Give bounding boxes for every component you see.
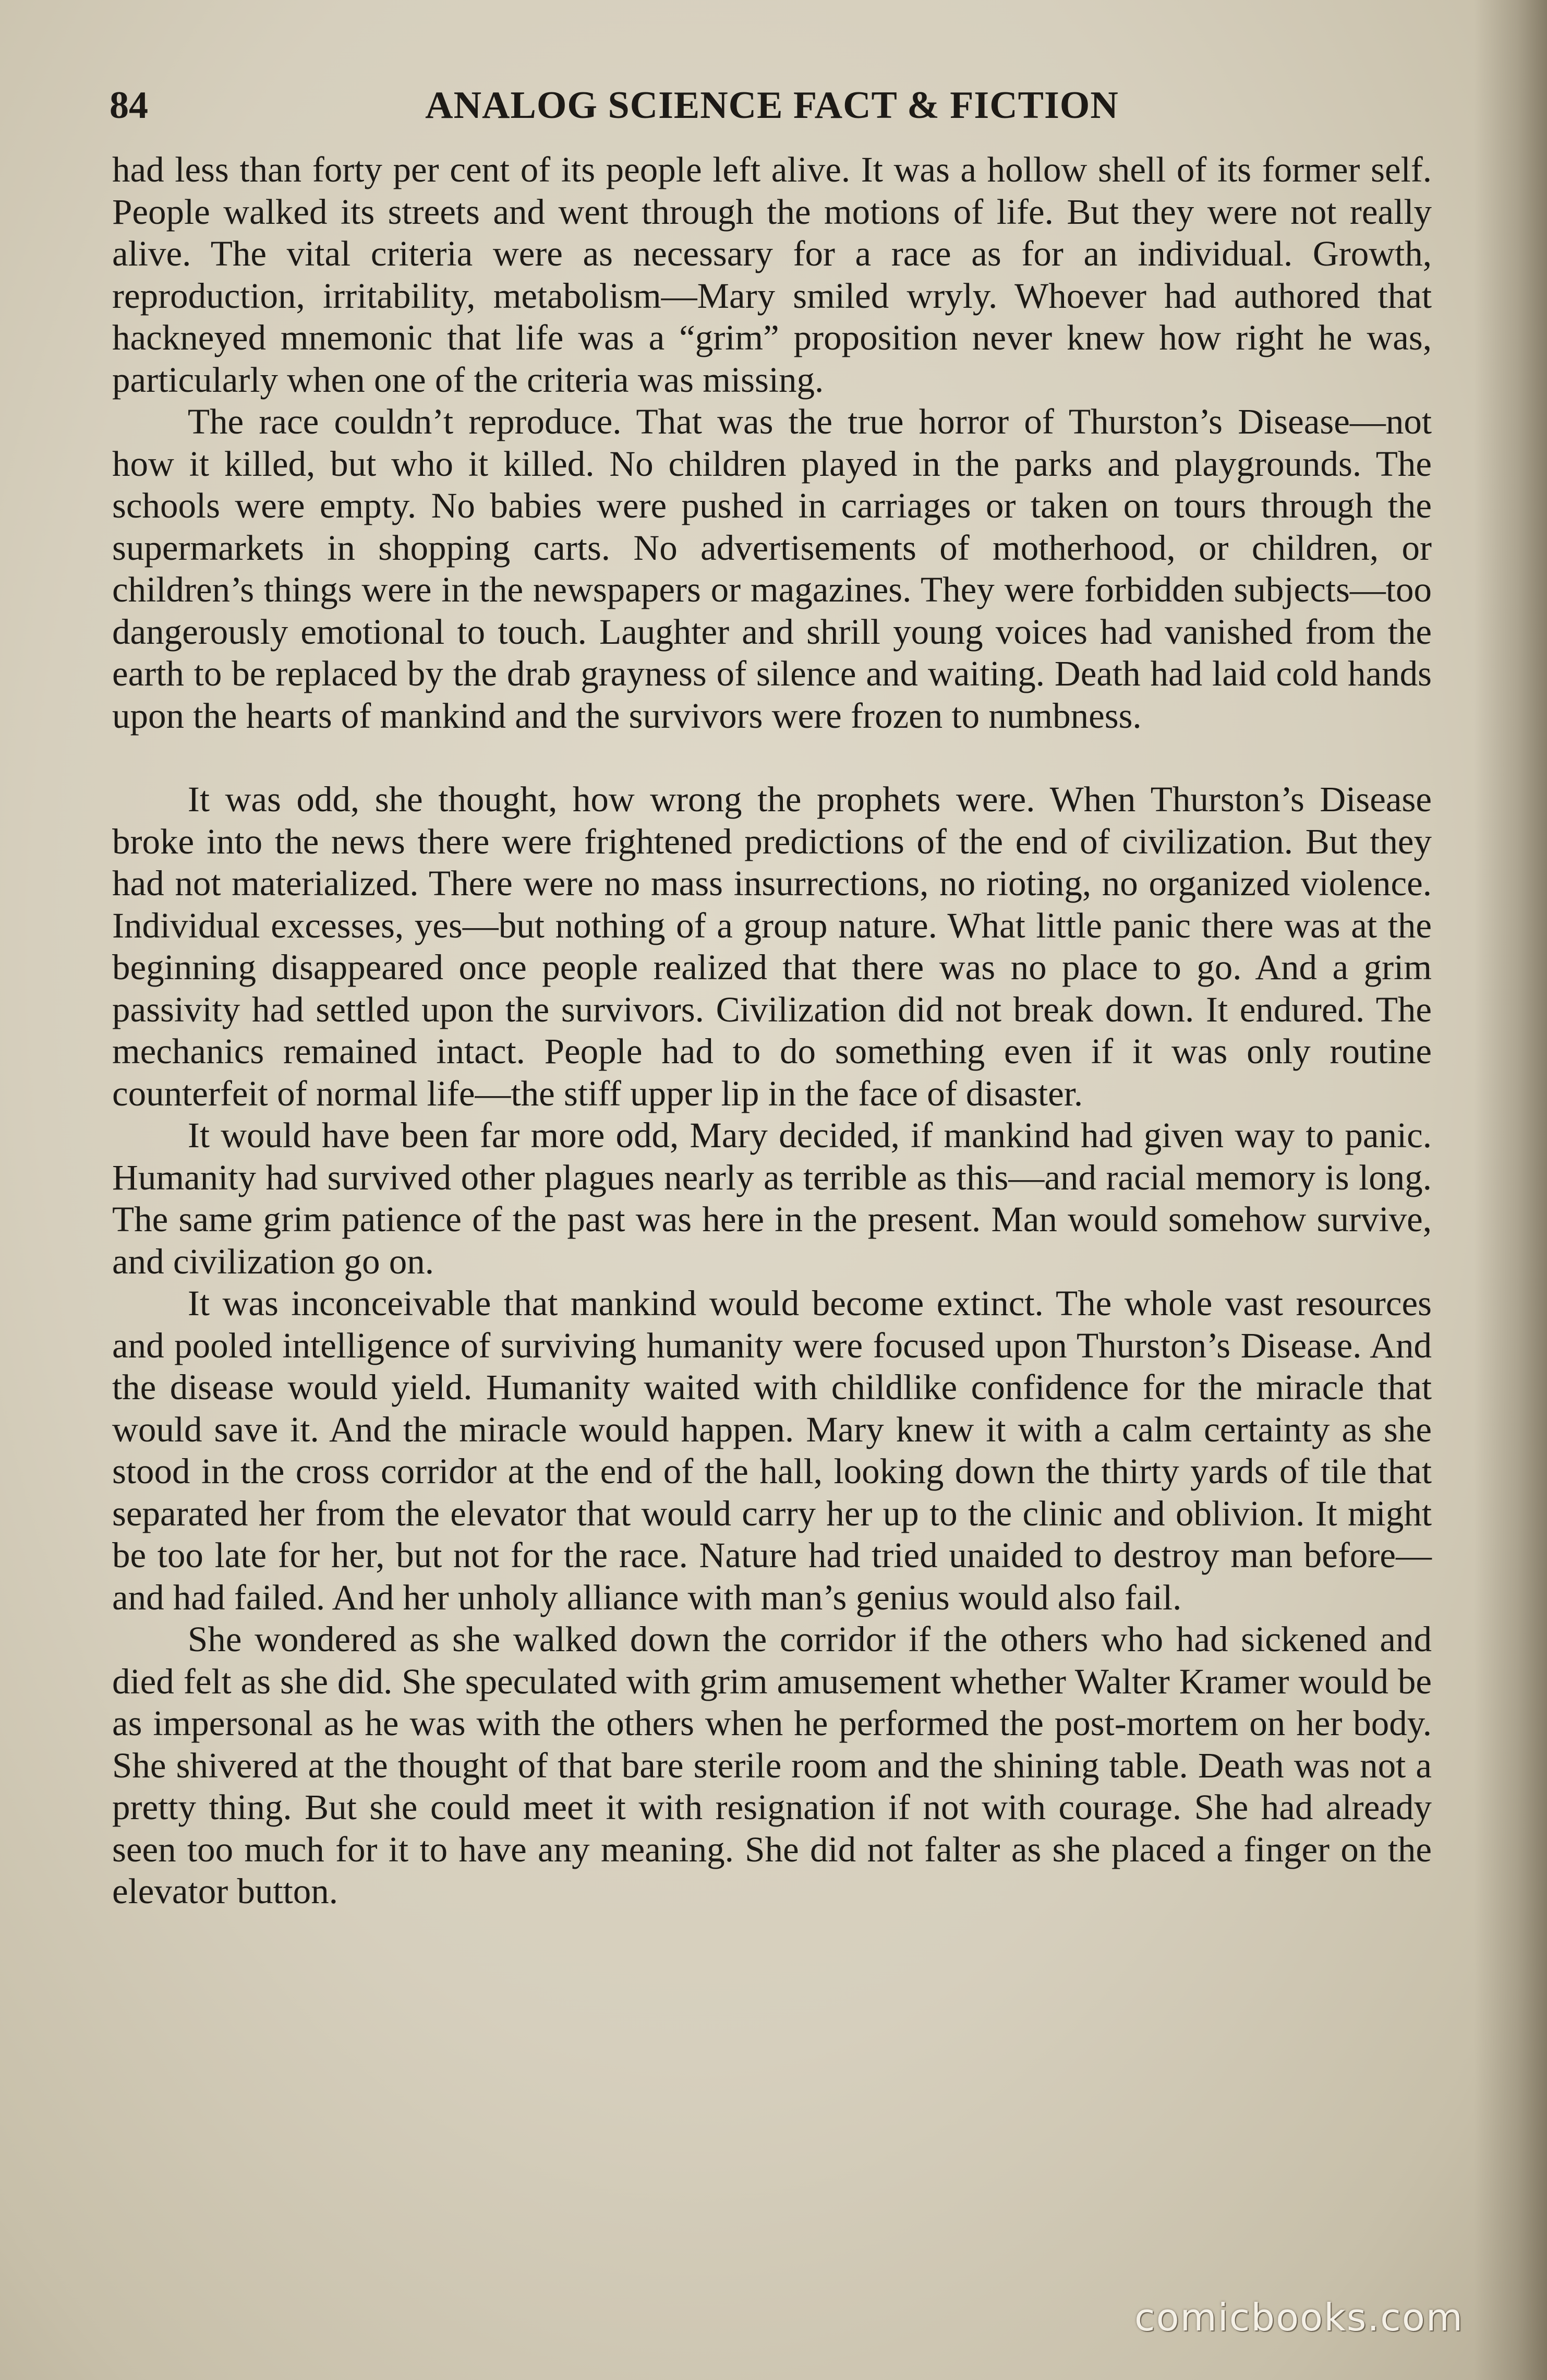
- page-header: [110, 78, 1434, 136]
- running-head: ANALOG SCIENCE FACT & FICTION: [425, 84, 1119, 127]
- paragraph: The race couldn’t reproduce. That was the true horror of Thurston’s Disease—not how it killed, but who it killed. No children played in the parks and playgrounds. The schools were empty. No babies were pushed in carriages or taken on tours through the supermarkets in shopping carts. No advertisements of motherhood, or children, or children’s things were in the newspapers or magazines. They were forbidden subjects—too dangerously emotional to touch. Laughter and shrill young voices had vanished from the earth to be replaced by the drab grayness of silence and waiting. Death had laid cold hands upon the hearts of mankind and the survivors were frozen to numbness.: [112, 402, 1432, 736]
- paragraph: had less than forty per cent of its people left alive. It was a hollow shell of its former self. People walked its streets and went through the motions of life. But they were not really alive. The vital criteria were as necessary for a race as for an individual. Growth, reproduction, irritability, metabolism—Mary smiled wryly. Whoever had authored that hackneyed mnemonic that life was a “grim” proposition never knew how right he was, particularly when one of the criteria was missing.: [112, 150, 1432, 400]
- watermark: comicbooks.com: [1134, 2295, 1464, 2339]
- paragraph: She wondered as she walked down the corridor if the others who had sickened and died felt as she did. She speculated with grim amusement whether Walter Kramer would be as impersonal as he was with the others when he performed the post-mortem on her body. She shivered at the thought of that bare sterile room and the shining table. Death was not a pretty thing. But she could meet it with resignation if not with courage. She had already seen too much for it to have any meaning. She did not falter as she placed a finger on the elevator button.: [112, 1619, 1432, 1911]
- body-text: [112, 149, 1432, 1913]
- spine-shadow: [1474, 0, 1547, 2380]
- paragraph: It would have been far more odd, Mary decided, if mankind had given way to panic. Humanity had survived other plagues nearly as terrible as this—and racial memory is long. The same grim patience of the past was here in the present. Man would somehow survive, and civilization go on.: [112, 1115, 1432, 1281]
- paragraph: It was inconceivable that mankind would become extinct. The whole vast resources and pooled intelligence of surviving humanity were focused upon Thurston’s Disease. And the disease would yield. Humanity waited with childlike confidence for the miracle that would save it. And the miracle would happen. Mary knew it with a calm certainty as she stood in the cross corridor at the end of the hall, looking down the thirty yards of tile that separated her from the elevator that would carry her up to the clinic and oblivion. It might be too late for her, but not for the race. Nature had tried unaided to destroy man before—and had failed. And her unholy alliance with man’s genius would also fail.: [112, 1283, 1432, 1617]
- paragraph: It was odd, she thought, how wrong the prophets were. When Thurston’s Disease broke into the news there were frightened predictions of the end of civilization. But they had not materialized. There were no mass insurrections, no rioting, no organized violence. Individual excesses, yes—but nothing of a group nature. What little panic there was at the beginning disappeared once people realized that there was no place to go. And a grim passivity had settled upon the survivors. Civilization did not break down. It endured. The mechanics remained intact. People had to do something even if it was only routine counterfeit of normal life—the stiff upper lip in the face of disaster.: [112, 779, 1432, 1113]
- page-number: 84: [110, 84, 148, 127]
